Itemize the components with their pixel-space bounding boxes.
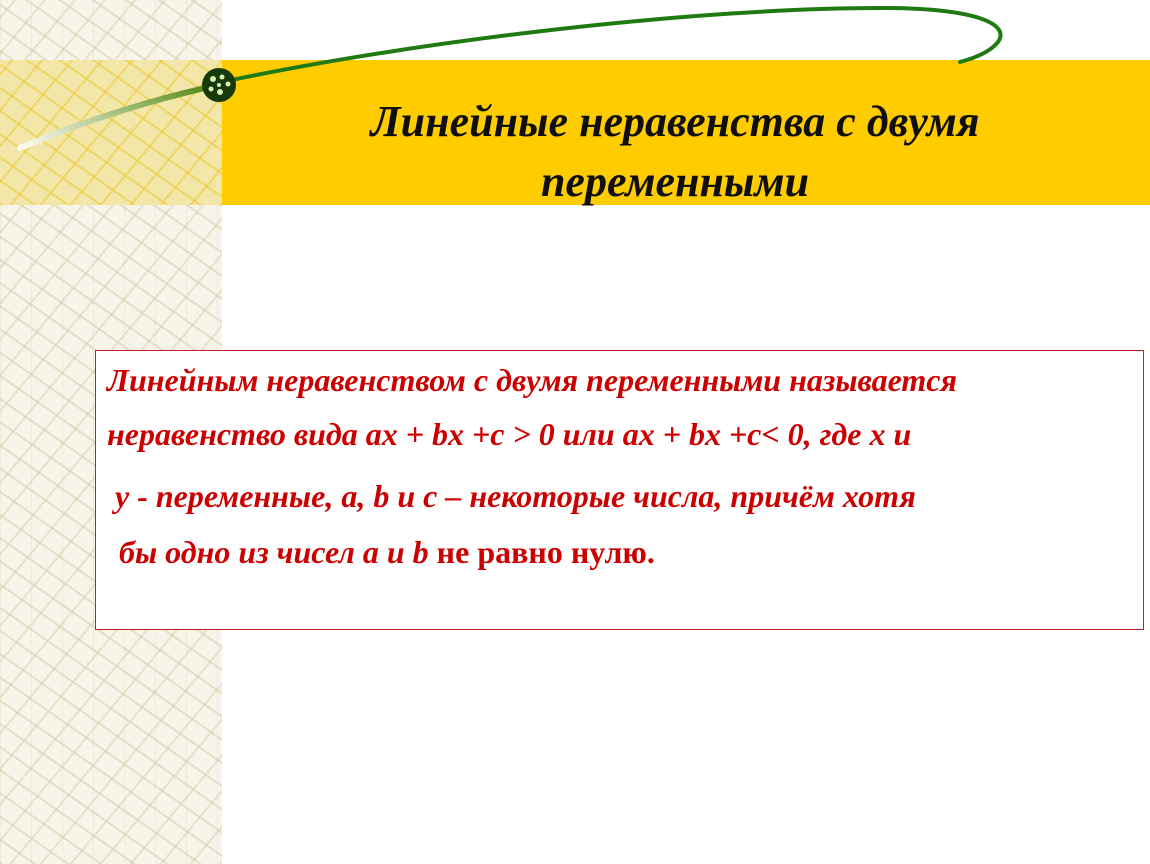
definition-line-4-main: бы одно из чисел a и b bbox=[119, 534, 437, 570]
swoosh-arc bbox=[222, 8, 1000, 82]
definition-line-4 bbox=[119, 534, 655, 571]
definition-line-4-tail: не равно нулю. bbox=[436, 534, 655, 570]
swoosh-tail bbox=[20, 88, 205, 148]
definition-line-1: Линейным неравенством с двумя переменными называется bbox=[107, 362, 957, 398]
swoosh-ball bbox=[202, 68, 236, 102]
definition-line-2: неравенство вида ax + bx +c > 0 или ax + bx +c< 0, где x и bbox=[107, 416, 912, 452]
slide-title: Линейные неравенства с двумя переменными bbox=[370, 97, 980, 206]
definition-line-3: y - переменные, a, b и c – некоторые числа, причём хотя bbox=[115, 478, 916, 514]
